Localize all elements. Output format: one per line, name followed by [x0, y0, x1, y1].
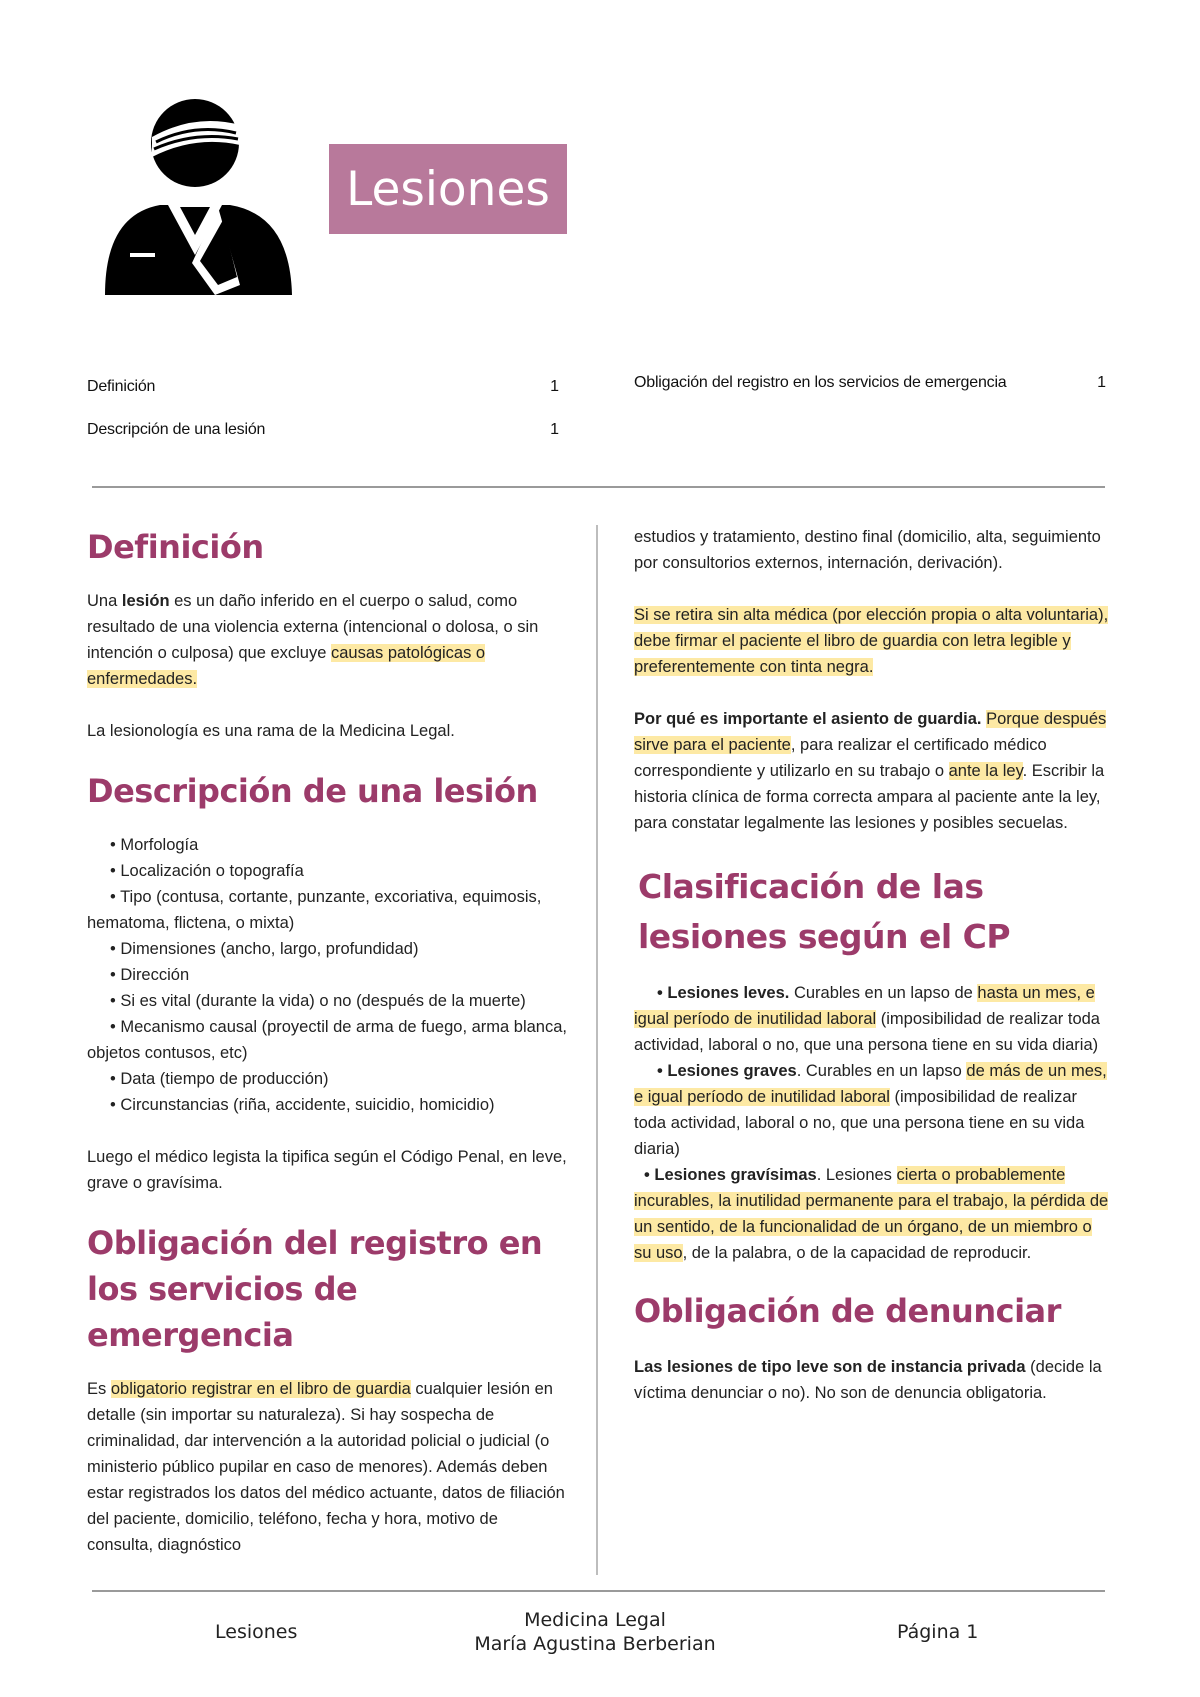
list-item: • Tipo (contusa, cortante, punzante, excoriativa, equimosis, hematoma, flictena, o mixta) [87, 888, 542, 932]
descripcion-paragraph: Luego el médico legista la tipifica según el Código Penal, en leve, grave o gravísima. [87, 1148, 567, 1192]
header-divider [92, 486, 1105, 488]
section-heading-denuncia: Obligación de denunciar [634, 1292, 1061, 1330]
registro-paragraph-2 [634, 602, 1112, 680]
section-heading-definicion: Definición [87, 528, 264, 566]
definicion-paragraph-2: La lesionología es una rama de la Medicina Legal. [87, 722, 455, 740]
clasificacion-leves: • Lesiones leves. Curables en un lapso de hasta un mes, e igual período de inutilidad laboral (imposibilidad de realizar toda actividad, laboral o no, que una persona tiene en su vida diaria) [634, 984, 1100, 1054]
toc-entry-page: 1 [1097, 374, 1106, 391]
highlight: Si se retira sin alta médica (por elección propia o alta voluntaria), debe firmar el paciente el libro de guardia con letra legible y preferentemente con tinta negra. [634, 606, 1109, 676]
toc-entry[interactable] [634, 374, 1106, 392]
highlight: de más de un mes, e igual período de inutilidad laboral [634, 1062, 1107, 1106]
list-item: • Mecanismo causal (proyectil de arma de fuego, arma blanca, objetos contusos, etc) [87, 1018, 567, 1062]
toc-entry-page: 1 [550, 378, 559, 395]
footer-center [450, 1608, 740, 1656]
list-item: • Si es vital (durante la vida) o no (después de la muerte) [110, 992, 526, 1010]
section-heading-registro: Obligación del registro en los servicios de emergencia [87, 1224, 543, 1354]
column-divider [596, 525, 598, 1575]
document-title: Lesiones [329, 144, 567, 234]
list-item: • Dimensiones (ancho, largo, profundidad) [110, 940, 419, 958]
toc-entry-page: 1 [550, 421, 559, 438]
clasificacion-graves: • Lesiones graves. Curables en un lapso de más de un mes, e igual período de inutilidad laboral (imposibilidad de realizar toda actividad, laboral o no, que una persona tiene en su vida diaria) [634, 1062, 1107, 1158]
highlight: Porque después sirve para el paciente [634, 710, 1107, 754]
clasificacion-gravisimas: • Lesiones gravísimas. Lesiones cierta o probablemente incurables, la inutilidad permanente para el trabajo, la pérdida de un sentido, de la funcionalidad de un órgano, de un miembro o su uso, de la palabra, o de la capacidad de reproducir. [634, 1166, 1109, 1262]
toc-entry-label: Obligación del registro en los servicios de emergencia [634, 374, 1007, 391]
section-heading-descripcion: Descripción de una lesión [87, 772, 538, 810]
footer-divider [92, 1590, 1105, 1592]
list-item: • Morfología [110, 836, 199, 854]
footer-author: María Agustina Berberian [474, 1633, 716, 1655]
footer-subject: Medicina Legal [524, 1609, 666, 1631]
highlight: cierta o probablemente incurables, la inutilidad permanente para el trabajo, la pérdida de un sentido, de la funcionalidad de un órgano, de un miembro o su uso [634, 1166, 1109, 1262]
highlight: hasta un mes, e igual período de inutilidad laboral [634, 984, 1095, 1028]
denuncia-paragraph: Las lesiones de tipo leve son de instancia privada (decide la víctima denunciar o no). No son de denuncia obligatoria. [634, 1358, 1102, 1402]
toc-entry-label: Definición [87, 378, 156, 395]
toc-entry[interactable] [87, 378, 559, 396]
highlight: ante la ley [948, 762, 1023, 780]
footer-left: Lesiones [215, 1621, 298, 1643]
definicion-paragraph: Una lesión es un daño inferido en el cuerpo o salud, como resultado de una violencia externa (intencional o dolosa, o sin intención o culposa) que excluye causas patológicas o enfermedades. [87, 592, 539, 688]
list-item: • Localización o topografía [110, 862, 304, 880]
list-item: • Data (tiempo de producción) [110, 1070, 329, 1088]
toc-entry[interactable] [87, 421, 559, 439]
footer-page-number: Página 1 [897, 1621, 979, 1643]
right-column [634, 524, 1112, 1432]
highlight: obligatorio registrar en el libro de guardia [110, 1380, 411, 1398]
injured-person-icon [100, 95, 300, 310]
left-column [87, 524, 567, 1584]
list-item: • Circunstancias (riña, accidente, suicidio, homicidio) [110, 1096, 495, 1114]
registro-paragraph-3: Por qué es importante el asiento de guardia. Porque después sirve para el paciente, para realizar el certificado médico correspondiente y utilizarlo en su trabajo o ante la ley. Escribir la historia clínica de forma correcta ampara al paciente ante la ley, para constatar legalmente las lesiones y posibles secuelas. [634, 710, 1107, 832]
highlight: causas patológicas o enfermedades. [87, 644, 486, 688]
toc-entry-label: Descripción de una lesión [87, 421, 266, 438]
section-heading-clasificacion: Clasificación de las lesiones según el CP [638, 867, 1011, 956]
registro-paragraph-cont: estudios y tratamiento, destino final (domicilio, alta, seguimiento por consultorios externos, internación, derivación). [634, 528, 1101, 572]
list-item: • Dirección [110, 966, 190, 984]
registro-paragraph: Es obligatorio registrar en el libro de guardia cualquier lesión en detalle (sin importar su naturaleza). Si hay sospecha de criminalidad, dar intervención a la autoridad policial o judicial (o ministerio público pupilar en caso de menores). Además deben estar registrados los datos del médico actuante, datos de filiación del paciente, domicilio, teléfono, fecha y hora, motivo de consulta, diagnóstico [87, 1380, 565, 1554]
descripcion-list [87, 832, 567, 1118]
